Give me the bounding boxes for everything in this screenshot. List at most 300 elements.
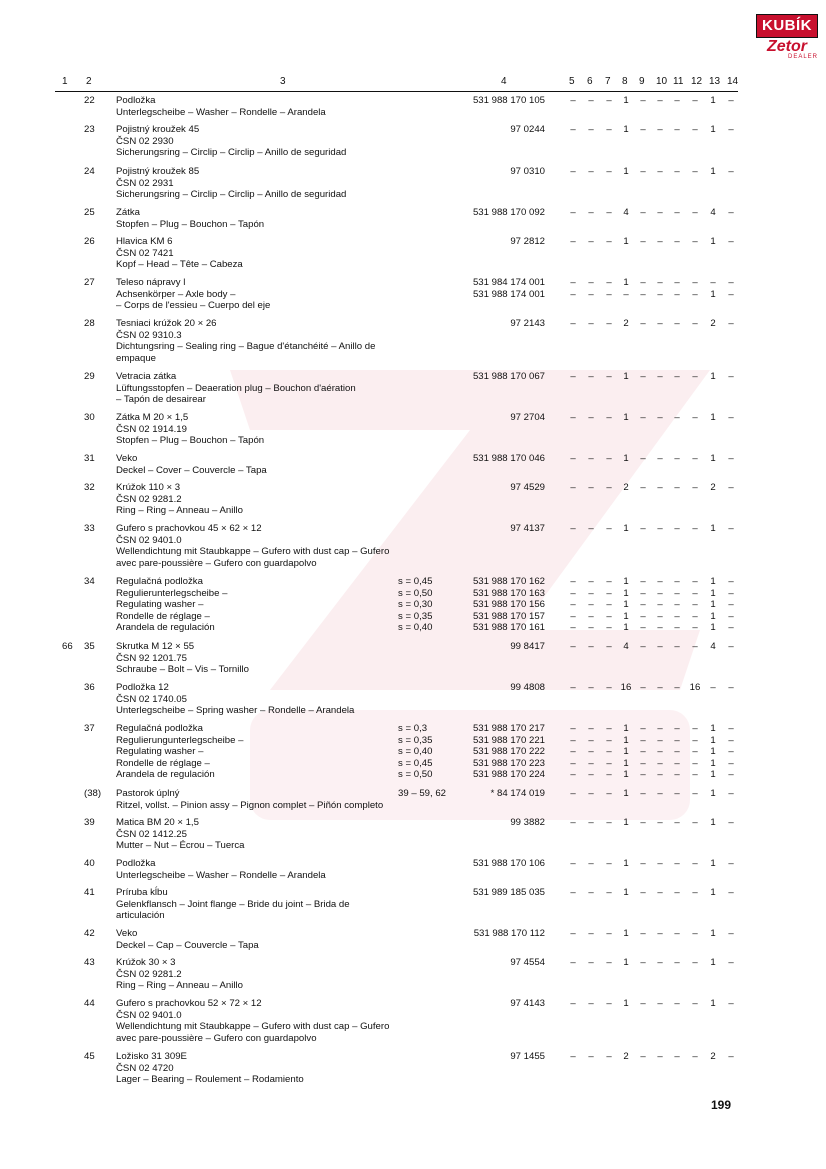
description-line: Arandela de regulación [116,622,215,634]
quantity-cell: – [640,723,646,734]
description-line: ČSN 02 9281.2 [116,968,182,980]
quantity-cell: 1 [710,757,716,769]
quantity-cell: – [657,453,663,464]
quantity-cell: – [588,682,594,693]
quantity-cell: – [674,817,680,828]
quantity-cell: – [728,277,734,288]
quantity-cell: – [588,928,594,939]
quantity-cell: – [570,318,576,329]
quantity-cell: – [657,482,663,493]
quantity-cell: – [692,610,698,622]
quantity-cell: – [728,734,734,746]
quantity-cell: – [570,769,576,781]
quantity-cell: 1 [623,757,629,769]
quantity-cell: – [692,788,698,799]
quantity-cell: – [570,788,576,799]
quantity-cell: – [606,95,612,106]
quantity-cell: – [606,928,612,939]
quantity-cell: 1 [623,817,629,828]
quantity-cell: – [657,817,663,828]
description-line: ČSN 02 2930 [116,135,174,147]
spec-value: s = 0,50 [398,587,433,599]
quantity-cell: – [657,576,663,587]
quantity-cell: – [570,277,576,288]
item-number: 35 [84,641,95,652]
quantity-cell: – [606,817,612,828]
description-line: Krúžok 30 × 3 [116,957,176,968]
quantity-cell: – [657,682,663,693]
quantity-cell: – [640,817,646,828]
column-header [0,76,826,88]
quantity-cell: – [657,1051,663,1062]
spec-value: s = 0,30 [398,599,433,611]
quantity-cell: – [692,124,698,135]
quantity-cell: – [657,858,663,869]
quantity-cell: – [674,757,680,769]
quantity-cell: – [674,482,680,493]
description-line: ČSN 02 1412.25 [116,828,187,840]
quantity-cell: – [570,757,576,769]
quantity-cell: 1 [710,622,716,634]
quantity-cell: – [657,788,663,799]
quantity-cell: – [692,371,698,382]
quantity-cell: 1 [710,166,716,177]
quantity-cell: 1 [623,957,629,968]
quantity-cell: – [570,682,576,693]
quantity-cell: – [606,587,612,599]
quantity-cell: – [588,482,594,493]
quantity-cell: – [692,887,698,898]
quantity-cell: – [606,746,612,758]
item-number: (38) [84,788,102,799]
part-number: 531 988 170 105 [472,95,545,106]
quantity-cell: – [606,622,612,634]
quantity-cell: 2 [623,1051,629,1062]
item-number: 45 [84,1051,95,1062]
quantity-cell: – [570,95,576,106]
quantity-cell: – [640,207,646,218]
quantity-cell: 1 [710,998,716,1009]
description-line: Veko [116,453,138,464]
quantity-cell: – [728,887,734,898]
quantity-cell: – [640,746,646,758]
description-line: Lüftungsstopfen – Deaeration plug – Bouchon d'aération [116,382,356,394]
description-line: Skrutka M 12 × 55 [116,641,195,652]
description-line: empaque [116,352,157,364]
description-line: Unterlegscheibe – Washer – Rondelle – Arandela [116,106,326,118]
quantity-cell: 4 [623,641,629,652]
quantity-cell: – [606,288,612,300]
spec-value: s = 0,45 [398,757,433,769]
quantity-cell: – [692,757,698,769]
spec-value: s = 0,35 [398,734,433,746]
quantity-cell: – [588,641,594,652]
item-number: 30 [84,412,95,423]
quantity-cell: – [674,682,680,693]
quantity-cell: – [588,95,594,106]
spec-value: s = 0,50 [398,769,433,781]
quantity-cell: – [674,576,680,587]
quantity-cell: 2 [710,482,716,493]
quantity-cell: – [570,1051,576,1062]
quantity-cell: – [606,788,612,799]
description-line: Stopfen – Plug – Bouchon – Tapón [116,218,265,230]
description-line: Wellendichtung mit Staubkappe – Gufero with dust cap – Gufero [116,1021,390,1033]
quantity-cell: 4 [710,641,716,652]
part-number: 531 988 170 223 [472,757,545,769]
description-line: Gufero s prachovkou 45 × 62 × 12 [116,523,262,534]
spec-value: s = 0,35 [398,610,433,622]
quantity-cell: – [570,166,576,177]
quantity-cell: – [692,576,698,587]
description-line: Lager – Bearing – Roulement – Rodamiento [116,1074,304,1086]
item-number: 28 [84,318,95,329]
quantity-cell: – [692,166,698,177]
quantity-cell: – [606,166,612,177]
quantity-cell: – [674,1051,680,1062]
part-number: 531 988 170 112 [473,928,545,939]
quantity-cell: – [588,599,594,611]
column-header-2: 2 [86,76,92,87]
description-line: Dichtungsring – Sealing ring – Bague d'étanchéité – Anillo de [116,341,376,353]
reference-mark: 66 [62,641,73,652]
quantity-cell: – [728,817,734,828]
quantity-cell: – [657,318,663,329]
description-line: Schraube – Bolt – Vis – Tornillo [116,664,249,676]
part-number: 97 0310 [510,166,545,177]
quantity-cell: – [640,769,646,781]
part-number: 97 1455 [510,1051,545,1062]
quantity-cell: – [606,1051,612,1062]
quantity-cell: – [570,587,576,599]
quantity-cell: 1 [710,858,716,869]
quantity-cell: 1 [623,622,629,634]
description-line: Zátka M 20 × 1,5 [116,412,189,423]
item-number: 41 [84,887,95,898]
description-line: Ložisko 31 309E [116,1051,187,1062]
quantity-cell: – [606,523,612,534]
quantity-cell: – [692,318,698,329]
quantity-cell: 1 [623,928,629,939]
quantity-cell: 1 [623,576,629,587]
quantity-cell: – [674,858,680,869]
quantity-cell: – [588,817,594,828]
spec-value: s = 0,40 [398,746,433,758]
quantity-cell: 1 [710,587,716,599]
quantity-cell: 1 [710,723,716,734]
description-line: Podložka [116,95,156,106]
description-line: Regulierungunterlegscheibe – [116,734,244,746]
quantity-cell: 1 [710,95,716,106]
quantity-cell: 1 [623,587,629,599]
quantity-cell: – [606,412,612,423]
quantity-cell: – [640,318,646,329]
quantity-cell: – [570,288,576,300]
quantity-cell: – [606,641,612,652]
quantity-cell: – [692,746,698,758]
quantity-cell: 1 [710,453,716,464]
quantity-cell: 1 [623,734,629,746]
quantity-cell: – [657,587,663,599]
quantity-cell: – [728,957,734,968]
quantity-cell: – [674,523,680,534]
quantity-cell: – [640,682,646,693]
item-number: 26 [84,236,95,247]
part-number: 99 4808 [510,682,545,693]
quantity-cell: – [657,610,663,622]
quantity-cell: – [640,523,646,534]
quantity-cell: – [674,236,680,247]
quantity-cell: – [674,207,680,218]
description-line: ČSN 02 2931 [116,177,174,189]
item-number: 44 [84,998,95,1009]
column-header-1: 1 [62,76,68,87]
quantity-cell: 1 [623,124,629,135]
quantity-cell: – [588,412,594,423]
quantity-cell: – [588,207,594,218]
quantity-cell: – [674,277,680,288]
quantity-cell: 1 [710,412,716,423]
description-line: Pojistný kroužek 45 [116,124,200,135]
quantity-cell: – [692,412,698,423]
quantity-cell: – [674,318,680,329]
quantity-cell: – [606,734,612,746]
quantity-cell: – [728,599,734,611]
item-number: 31 [84,453,95,464]
quantity-cell: – [692,482,698,493]
quantity-cell: – [674,166,680,177]
quantity-cell: – [570,236,576,247]
description-line: Podložka [116,858,156,869]
part-number: 531 988 170 162 [472,576,545,587]
quantity-cell: 1 [623,887,629,898]
quantity-cell: – [640,166,646,177]
quantity-cell: – [728,412,734,423]
quantity-cell: 2 [623,482,629,493]
description-line: Vetracia zátka [116,371,177,382]
quantity-cell: – [657,523,663,534]
quantity-cell: – [606,371,612,382]
quantity-cell: – [570,610,576,622]
quantity-cell: 1 [623,523,629,534]
description-line: – Tapón de desairear [116,394,206,406]
column-header-13: 13 [709,76,721,87]
quantity-cell: – [640,453,646,464]
quantity-cell: – [570,576,576,587]
spec-value: s = 0,40 [398,622,433,634]
quantity-cell: – [640,641,646,652]
quantity-cell: – [588,998,594,1009]
quantity-cell: – [728,746,734,758]
description-line: Pastorok úplný [116,788,180,799]
column-header-12: 12 [691,76,703,87]
quantity-cell: – [606,998,612,1009]
quantity-cell: – [606,610,612,622]
description-line: Wellendichtung mit Staubkappe – Gufero with dust cap – Gufero [116,546,390,558]
quantity-cell: 16 [620,682,632,693]
quantity-cell: – [640,622,646,634]
quantity-cell: – [570,482,576,493]
part-number: 99 3882 [510,817,545,828]
item-number: 34 [84,576,95,587]
description-line: Mutter – Nut – Écrou – Tuerca [116,840,245,852]
quantity-cell: – [657,757,663,769]
column-header-6: 6 [587,76,593,87]
description-line: ČSN 02 9401.0 [116,1009,182,1021]
part-number: 531 988 170 221 [472,734,545,746]
part-number: 531 988 170 156 [472,599,545,611]
quantity-cell: – [728,587,734,599]
quantity-cell: – [674,587,680,599]
quantity-cell: – [657,412,663,423]
quantity-cell: 1 [710,817,716,828]
quantity-cell: – [674,723,680,734]
quantity-cell: – [623,288,629,300]
quantity-cell: – [640,288,646,300]
description-line: ČSN 02 9281.2 [116,493,182,505]
quantity-cell: – [570,641,576,652]
part-number: 99 8417 [510,641,545,652]
description-line: Regulierunterlegscheibe – [116,587,228,599]
quantity-cell: – [606,236,612,247]
quantity-cell: 1 [623,858,629,869]
quantity-cell: – [588,453,594,464]
quantity-cell: – [640,887,646,898]
quantity-cell: – [657,723,663,734]
quantity-cell: – [570,723,576,734]
description-line: Sicherungsring – Circlip – Circlip – Anillo de seguridad [116,147,347,159]
quantity-cell: – [570,622,576,634]
item-number: 27 [84,277,95,288]
description-line: ČSN 02 9401.0 [116,534,182,546]
column-header-5: 5 [569,76,575,87]
quantity-cell: 1 [623,412,629,423]
spec-value: 39 – 59, 62 [398,788,447,799]
quantity-cell: – [657,124,663,135]
quantity-cell: – [606,769,612,781]
quantity-cell: – [674,788,680,799]
quantity-cell: – [728,998,734,1009]
quantity-cell: – [728,95,734,106]
quantity-cell: – [674,610,680,622]
part-number: 531 988 170 161 [472,622,545,634]
description-line: Príruba kĺbu [116,887,168,898]
quantity-cell: 1 [623,166,629,177]
item-number: 37 [84,723,95,734]
column-header-11: 11 [673,76,684,87]
part-number: * 84 174 019 [490,788,545,799]
part-number: 531 988 170 092 [472,207,545,218]
quantity-cell: – [674,95,680,106]
page-number: 199 [711,1098,732,1112]
quantity-cell: – [728,769,734,781]
description-line: Regulating washer – [116,599,204,611]
quantity-cell: 1 [710,887,716,898]
quantity-cell: – [692,858,698,869]
header-rule [55,91,738,92]
quantity-cell: – [606,453,612,464]
part-number: 97 4143 [510,998,545,1009]
quantity-cell: – [692,957,698,968]
column-header-10: 10 [656,76,668,87]
quantity-cell: – [606,482,612,493]
quantity-cell: – [640,587,646,599]
quantity-cell: 4 [623,207,629,218]
quantity-cell: – [588,523,594,534]
quantity-cell: – [674,734,680,746]
quantity-cell: 1 [623,610,629,622]
description-line: ČSN 02 1740.05 [116,693,187,705]
item-number: 33 [84,523,95,534]
quantity-cell: – [657,207,663,218]
description-line: Zátka [116,207,140,218]
quantity-cell: – [640,957,646,968]
quantity-cell: – [640,610,646,622]
description-line: ČSN 92 1201.75 [116,652,187,664]
quantity-cell: – [588,124,594,135]
quantity-cell: 1 [710,124,716,135]
quantity-cell: – [606,576,612,587]
quantity-cell: – [606,682,612,693]
quantity-cell: – [728,723,734,734]
quantity-cell: – [606,207,612,218]
quantity-cell: 1 [623,769,629,781]
quantity-cell: – [606,277,612,288]
quantity-cell: – [588,788,594,799]
quantity-cell: – [588,769,594,781]
part-number: 531 988 170 046 [472,453,545,464]
item-number: 32 [84,482,95,493]
part-number: 97 4137 [510,523,545,534]
part-number: 531 988 170 067 [472,371,545,382]
quantity-cell: – [570,412,576,423]
quantity-cell: 1 [623,453,629,464]
quantity-cell: 1 [623,998,629,1009]
quantity-cell: – [674,769,680,781]
quantity-cell: – [657,166,663,177]
quantity-cell: – [657,641,663,652]
quantity-cell: – [606,757,612,769]
quantity-cell: – [588,288,594,300]
quantity-cell: – [640,757,646,769]
quantity-cell: – [640,788,646,799]
quantity-cell: 1 [710,523,716,534]
quantity-cell: – [640,371,646,382]
quantity-cell: – [674,412,680,423]
quantity-cell: – [570,371,576,382]
quantity-cell: – [728,453,734,464]
quantity-cell: – [692,587,698,599]
quantity-cell: – [728,858,734,869]
quantity-cell: – [570,746,576,758]
description-line: ČSN 02 9310.3 [116,329,182,341]
quantity-cell: – [570,453,576,464]
quantity-cell: 1 [710,769,716,781]
quantity-cell: – [570,734,576,746]
quantity-cell: – [728,928,734,939]
column-header-14: 14 [727,76,739,87]
description-line: Krúžok 110 × 3 [116,482,181,493]
quantity-cell: – [728,1051,734,1062]
quantity-cell: – [728,371,734,382]
part-number: 531 988 170 157 [472,610,545,622]
description-line: Hlavica KM 6 [116,236,173,247]
description-line: Matica BM 20 × 1,5 [116,817,199,828]
quantity-cell: – [728,788,734,799]
quantity-cell: – [674,998,680,1009]
item-number: 43 [84,957,95,968]
quantity-cell: – [606,858,612,869]
